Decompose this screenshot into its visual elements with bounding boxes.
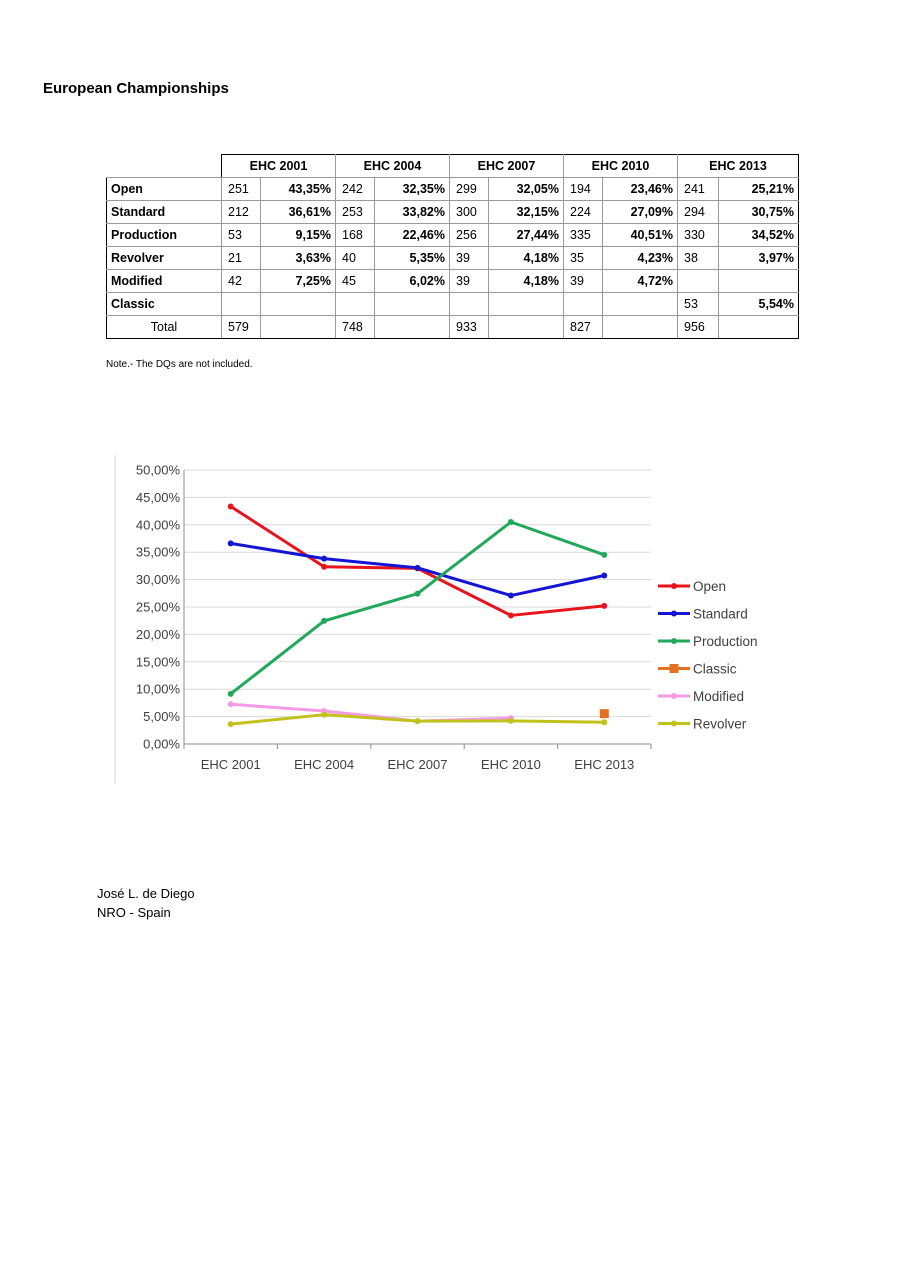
total-cell: 827	[564, 316, 603, 339]
count-cell: 53	[222, 224, 261, 247]
x-tick-label: EHC 2013	[574, 757, 635, 772]
count-cell: 53	[678, 293, 719, 316]
x-tick-label: EHC 2001	[200, 757, 261, 772]
data-point-open	[508, 612, 514, 618]
y-tick-label: 15,00%	[135, 654, 180, 670]
row-label: Classic	[107, 293, 222, 316]
column-header: EHC 2004	[336, 155, 450, 178]
column-header: EHC 2013	[678, 155, 799, 178]
count-cell: 40	[336, 247, 375, 270]
percent-cell: 40,51%	[603, 224, 678, 247]
data-point-standard	[321, 556, 327, 562]
table-row	[107, 224, 799, 247]
percent-cell: 27,44%	[489, 224, 564, 247]
data-point-standard	[601, 572, 607, 578]
count-cell: 241	[678, 178, 719, 201]
results-table	[106, 154, 799, 339]
data-point-revolver	[321, 712, 327, 718]
column-header: EHC 2010	[564, 155, 678, 178]
y-tick-label: 20,00%	[135, 626, 180, 642]
series-line-production	[231, 522, 605, 694]
count-cell: 300	[450, 201, 489, 224]
data-point-open	[601, 603, 607, 609]
data-point-revolver	[508, 718, 514, 724]
percent-cell: 5,35%	[375, 247, 450, 270]
count-cell: 39	[450, 247, 489, 270]
count-cell: 330	[678, 224, 719, 247]
total-cell: 956	[678, 316, 719, 339]
y-tick-label: 10,00%	[135, 681, 180, 697]
empty-cell	[489, 316, 564, 339]
legend-label: Classic	[693, 661, 737, 677]
data-point-revolver	[601, 719, 607, 725]
data-point-standard	[415, 565, 421, 571]
legend-label: Modified	[693, 689, 745, 704]
x-tick-label: EHC 2010	[480, 757, 541, 772]
count-cell: 21	[222, 247, 261, 270]
y-tick-label: 40,00%	[135, 517, 180, 533]
data-point-modified	[228, 701, 234, 707]
percent-cell: 4,18%	[489, 247, 564, 270]
percent-cell: 27,09%	[603, 201, 678, 224]
data-point-revolver	[228, 721, 234, 727]
percent-cell: 34,52%	[719, 224, 799, 247]
count-cell: 335	[564, 224, 603, 247]
percent-cell: 33,82%	[375, 201, 450, 224]
count-cell	[222, 293, 261, 316]
count-cell: 39	[564, 270, 603, 293]
y-tick-label: 30,00%	[135, 572, 180, 588]
data-point-production	[508, 519, 514, 525]
percent-cell: 7,25%	[261, 270, 336, 293]
percent-cell: 4,23%	[603, 247, 678, 270]
percent-cell: 43,35%	[261, 178, 336, 201]
legend-marker	[671, 611, 677, 617]
count-cell	[336, 293, 375, 316]
count-cell: 42	[222, 270, 261, 293]
count-cell: 299	[450, 178, 489, 201]
count-cell: 168	[336, 224, 375, 247]
percent-cell: 3,97%	[719, 247, 799, 270]
count-cell: 294	[678, 201, 719, 224]
row-label: Revolver	[107, 247, 222, 270]
percent-cell: 25,21%	[719, 178, 799, 201]
percent-cell: 36,61%	[261, 201, 336, 224]
empty-cell	[261, 316, 336, 339]
y-tick-label: 0,00%	[143, 736, 180, 752]
data-point-production	[601, 552, 607, 558]
table-corner	[107, 155, 222, 178]
count-cell: 253	[336, 201, 375, 224]
percent-cell	[719, 270, 799, 293]
empty-cell	[375, 316, 450, 339]
percent-cell: 30,75%	[719, 201, 799, 224]
percent-cell: 23,46%	[603, 178, 678, 201]
author-org: NRO - Spain	[97, 905, 171, 920]
percent-cell: 32,15%	[489, 201, 564, 224]
series-line-open	[231, 506, 605, 615]
x-tick-label: EHC 2007	[387, 757, 448, 772]
count-cell	[564, 293, 603, 316]
percent-cell: 5,54%	[719, 293, 799, 316]
page-title: European Championships	[43, 80, 229, 97]
percent-cell: 32,05%	[489, 178, 564, 201]
table-total-row	[107, 316, 799, 339]
table-row	[107, 247, 799, 270]
percent-cell: 4,18%	[489, 270, 564, 293]
y-tick-label: 25,00%	[135, 599, 180, 615]
row-label: Open	[107, 178, 222, 201]
row-label: Production	[107, 224, 222, 247]
column-header: EHC 2001	[222, 155, 336, 178]
count-cell: 38	[678, 247, 719, 270]
data-point-production	[415, 591, 421, 597]
percent-cell: 6,02%	[375, 270, 450, 293]
table-row	[107, 293, 799, 316]
count-cell	[678, 270, 719, 293]
count-cell: 251	[222, 178, 261, 201]
table-row	[107, 201, 799, 224]
count-cell: 242	[336, 178, 375, 201]
row-label: Standard	[107, 201, 222, 224]
note-text: Note.- The DQs are not included.	[106, 359, 253, 370]
count-cell: 212	[222, 201, 261, 224]
y-tick-label: 5,00%	[143, 709, 180, 725]
legend-marker	[671, 693, 677, 699]
percent-cell	[375, 293, 450, 316]
percent-cell: 32,35%	[375, 178, 450, 201]
legend-marker	[671, 721, 677, 727]
x-tick-label: EHC 2004	[294, 757, 355, 772]
percent-cell: 9,15%	[261, 224, 336, 247]
count-cell: 256	[450, 224, 489, 247]
data-point-open	[321, 564, 327, 570]
total-cell: 579	[222, 316, 261, 339]
legend-label: Standard	[693, 606, 748, 622]
count-cell: 45	[336, 270, 375, 293]
data-point-standard	[228, 540, 234, 546]
legend-marker	[670, 664, 679, 673]
count-cell: 194	[564, 178, 603, 201]
total-label: Total	[107, 316, 222, 339]
percent-cell: 3,63%	[261, 247, 336, 270]
data-point-classic	[600, 709, 609, 718]
row-label: Modified	[107, 270, 222, 293]
count-cell	[450, 293, 489, 316]
table-row	[107, 270, 799, 293]
count-cell: 39	[450, 270, 489, 293]
table-row	[107, 178, 799, 201]
count-cell: 224	[564, 201, 603, 224]
author-block	[97, 884, 195, 922]
percent-cell: 22,46%	[375, 224, 450, 247]
percent-cell	[603, 293, 678, 316]
line-chart	[114, 455, 774, 785]
empty-cell	[603, 316, 678, 339]
y-tick-label: 45,00%	[135, 489, 180, 505]
column-header: EHC 2007	[450, 155, 564, 178]
legend-marker	[671, 638, 677, 644]
y-tick-label: 35,00%	[135, 544, 180, 560]
data-point-standard	[508, 593, 514, 599]
legend-label: Open	[693, 579, 727, 594]
percent-cell: 4,72%	[603, 270, 678, 293]
legend-marker	[671, 583, 677, 589]
author-name: José L. de Diego	[97, 886, 195, 901]
data-point-revolver	[415, 718, 421, 724]
percent-cell	[261, 293, 336, 316]
data-point-open	[228, 503, 234, 509]
count-cell: 35	[564, 247, 603, 270]
table-header-row	[107, 155, 799, 178]
data-point-production	[321, 618, 327, 624]
percent-cell	[489, 293, 564, 316]
legend-label: Production	[693, 634, 758, 649]
legend-label: Revolver	[693, 716, 747, 732]
total-cell: 933	[450, 316, 489, 339]
y-tick-label: 50,00%	[135, 462, 180, 478]
data-point-production	[228, 691, 234, 697]
empty-cell	[719, 316, 799, 339]
total-cell: 748	[336, 316, 375, 339]
